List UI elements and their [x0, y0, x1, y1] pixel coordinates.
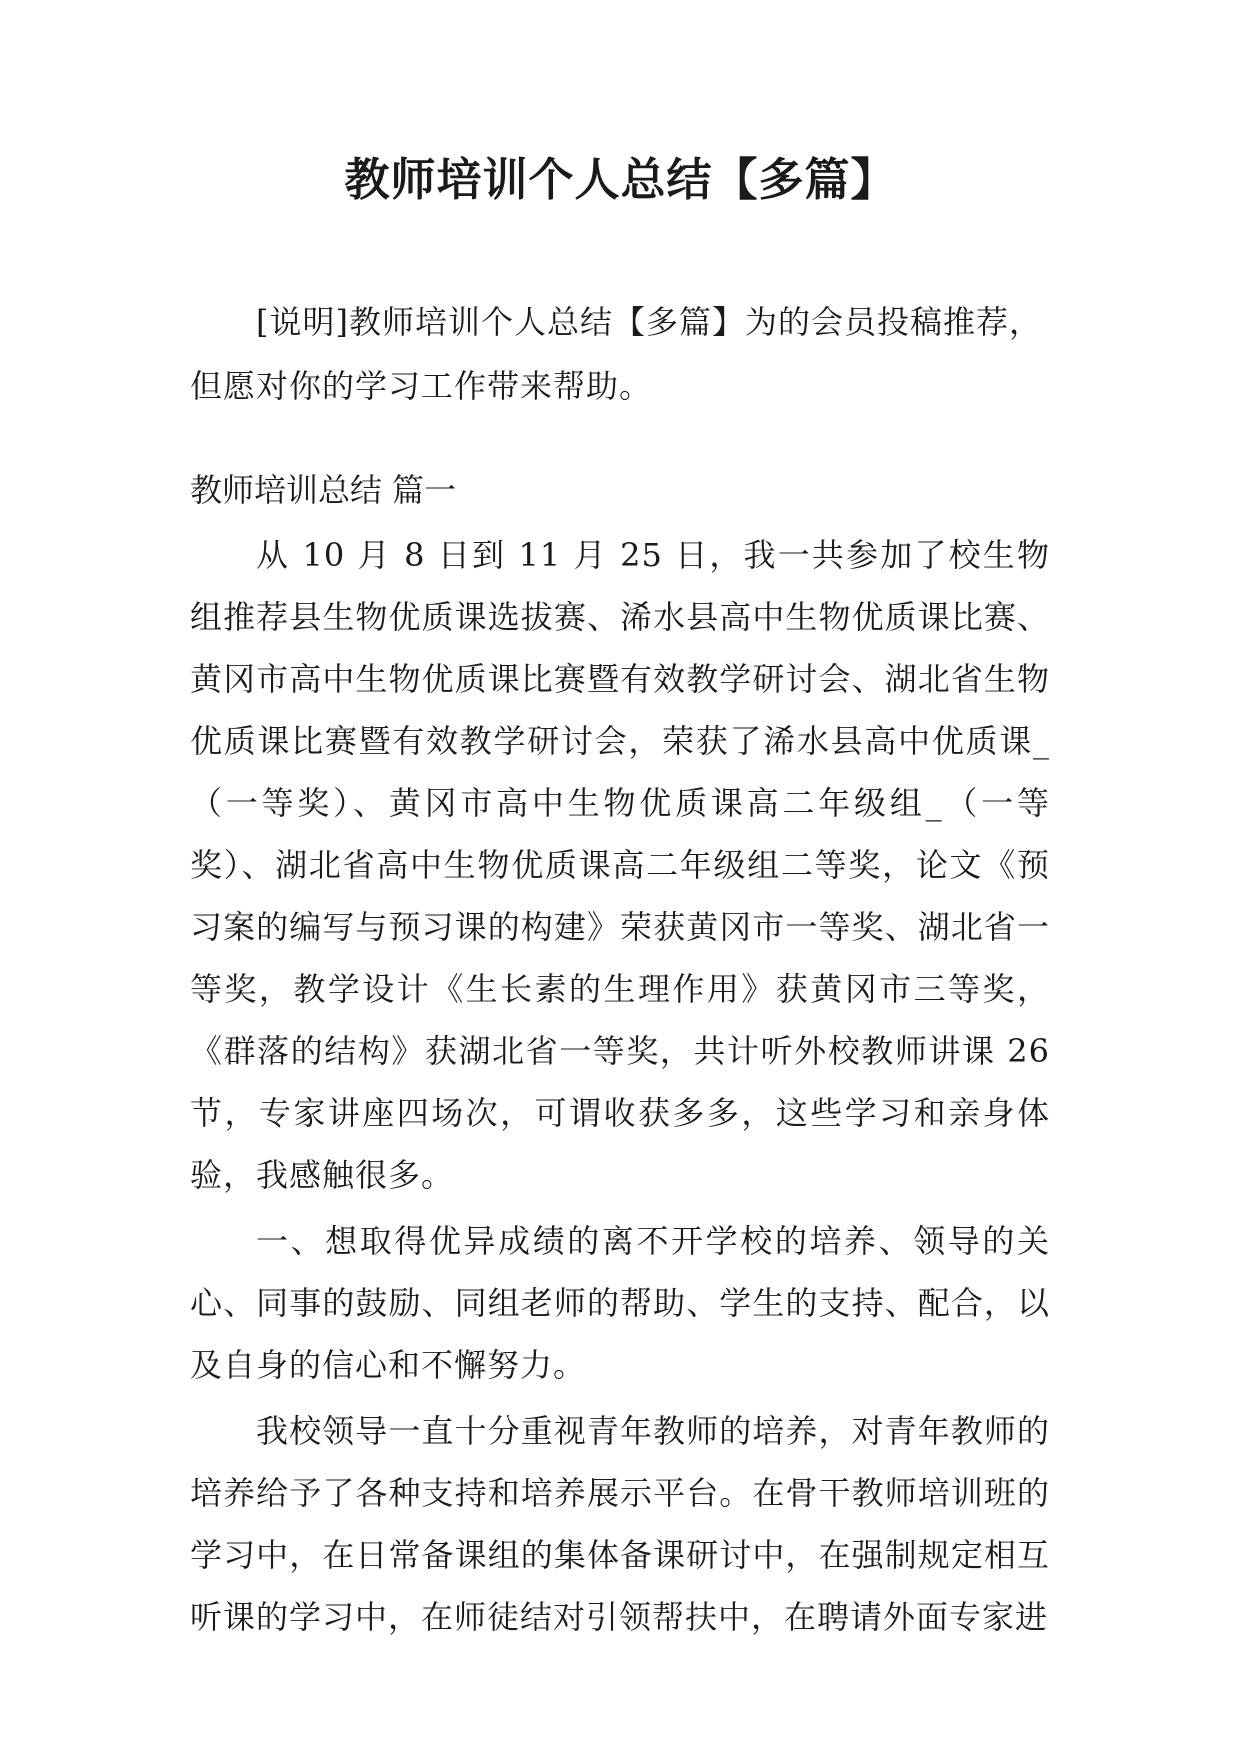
section-heading: 教师培训总结 篇一 [190, 471, 457, 509]
section-content [190, 524, 1050, 1652]
paragraph-3: 我校领导一直十分重视青年教师的培养，对青年教师的培养给予了各种支持和培养展示平台。在骨干教师培训班的学习中，在日常备课组的集体备课研讨中，在强制规定相互听课的学习中，在师徒结对引领帮扶中，在聘请外面专家进 [190, 1412, 1050, 1636]
paragraph-2: 一、想取得优异成绩的离不开学校的培养、领导的关心、同事的鼓励、同组老师的帮助、学生的支持、配合，以及自身的信心和不懈努力。 [190, 1222, 1050, 1384]
paragraph-1: 从 10 月 8 日到 11 月 25 日，我一共参加了校生物组推荐县生物优质课选拔赛、浠水县高中生物优质课比赛、黄冈市高中生物优质课比赛暨有效教学研讨会、湖北省生物优质课比赛暨有效教学研讨会，荣获了浠水县高中优质课_（一等奖）、黄冈市高中生物优质课高二年级组_（一等奖）、湖北省高中生物优质课高二年级组二等奖，论文《预习案的编写与预习课的构建》荣获黄冈市一等奖、湖北省一等奖，教学设计《生长素的生理作用》获黄冈市三等奖，《群落的结构》获湖北省一等奖，共计听外校教师讲课 26 节，专家讲座四场次，可谓收获多多，这些学习和亲身体验，我感触很多。 [190, 536, 1050, 1194]
document-title: 教师培训个人总结【多篇】 [344, 153, 897, 206]
intro-paragraph: [说明]教师培训个人总结【多篇】为的会员投稿推荐，但愿对你的学习工作带来帮助。 [190, 303, 1042, 405]
